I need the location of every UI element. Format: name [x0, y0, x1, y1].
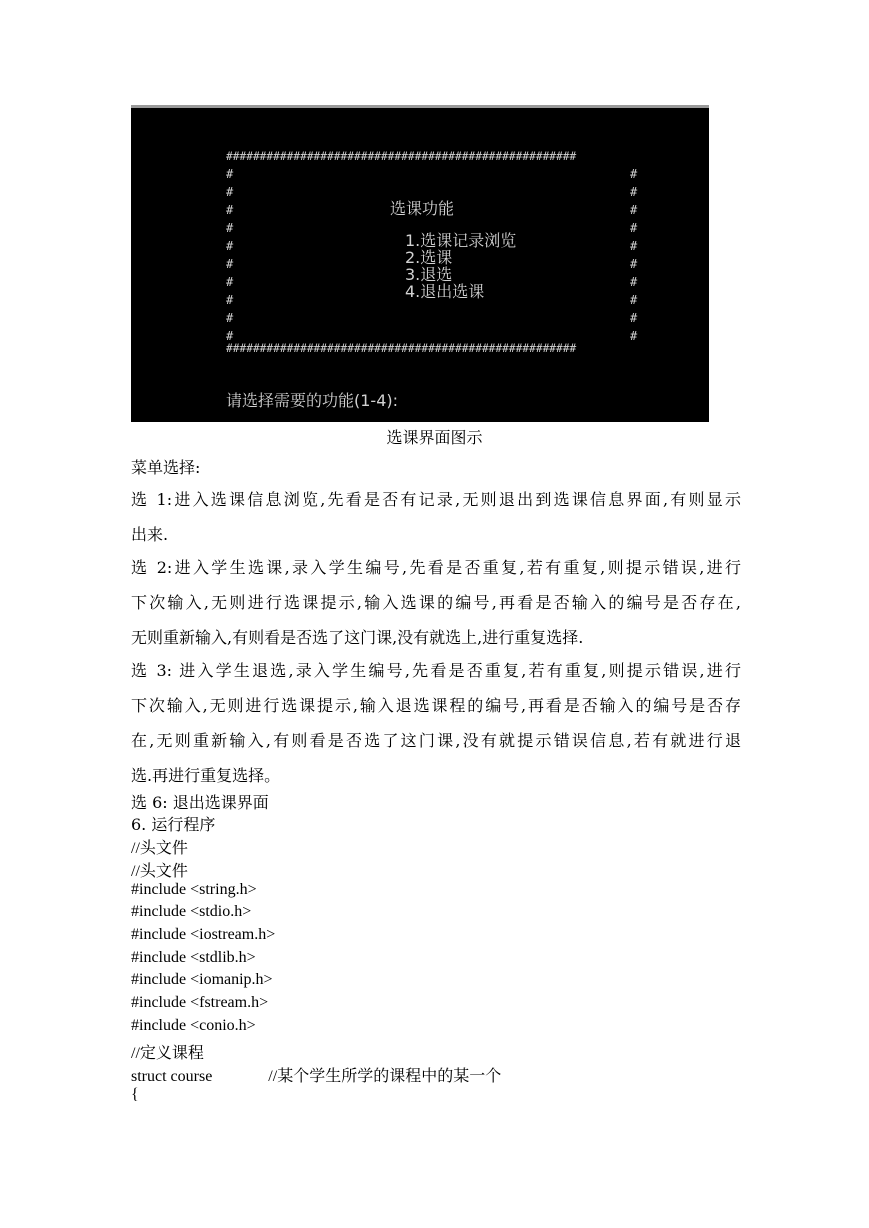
border-left-4: # [226, 221, 234, 235]
menu-item-4: 4.退出选课 [405, 282, 485, 301]
code-line-10: //定义课程 [131, 1045, 204, 1062]
border-right-8: # [630, 293, 638, 307]
menu-heading: 菜单选择: [131, 458, 201, 477]
border-right-3: # [630, 203, 638, 217]
option-2-line-1: 选 2:进入学生选课,录入学生编号,先看是否重复,若有重复,则提示错误,进行 [131, 558, 741, 577]
border-right-5: # [630, 239, 638, 253]
option-3-line-1: 选 3: 进入学生退选,录入学生编号,先看是否重复,若有重复,则提示错误,进行 [131, 661, 741, 680]
code-line-5: #include <iostream.h> [131, 926, 276, 943]
border-left-9: # [226, 311, 234, 325]
option-2-line-3: 无则重新输入,有则看是否选了这门课,没有就选上,进行重复选择. [131, 628, 584, 647]
border-left-6: # [226, 257, 234, 271]
border-right-9: # [630, 311, 638, 325]
border-bottom: #################################################### [226, 342, 577, 355]
border-left-8: # [226, 293, 234, 307]
border-right-6: # [630, 257, 638, 271]
option-3-line-2: 下次输入,无则进行选课提示,输入退选课程的编号,再看是否输入的编号是否存 [131, 696, 741, 715]
figure-caption: 选课界面图示 [386, 428, 483, 447]
border-top: #################################################### [226, 150, 577, 163]
option-1-line-2: 出来. [131, 525, 169, 544]
code-line-1: //头文件 [131, 840, 188, 857]
border-left-7: # [226, 275, 234, 289]
code-line-8: #include <fstream.h> [131, 994, 269, 1011]
option-2-line-2: 下次输入,无则进行选课提示,输入选课的编号,再看是否输入的编号是否存在, [131, 593, 741, 612]
menu-item-1: 1.选课记录浏览 [405, 231, 517, 250]
console-screenshot [131, 105, 709, 422]
border-left-2: # [226, 185, 234, 199]
border-right-7: # [630, 275, 638, 289]
menu-title: 选课功能 [390, 199, 455, 218]
option-6-line: 选 6: 退出选课界面 [131, 793, 269, 812]
border-right-10: # [630, 329, 638, 343]
menu-item-3: 3.退选 [405, 265, 453, 284]
border-left-1: # [226, 167, 234, 181]
code-line-4: #include <stdio.h> [131, 903, 252, 920]
border-left-5: # [226, 239, 234, 253]
border-right-1: # [630, 167, 638, 181]
border-right-4: # [630, 221, 638, 235]
border-right-2: # [630, 185, 638, 199]
code-line-3: #include <string.h> [131, 881, 257, 898]
menu-item-2: 2.选课 [405, 248, 453, 267]
option-3-line-4: 选.再进行重复选择。 [131, 766, 281, 785]
code-line-12: { [131, 1086, 139, 1103]
console-prompt: 请选择需要的功能(1-4): [226, 391, 399, 410]
border-left-3: # [226, 203, 234, 217]
code-line-11: struct course //某个学生所学的课程中的某一个 [131, 1068, 502, 1085]
code-line-6: #include <stdlib.h> [131, 949, 256, 966]
code-line-9: #include <conio.h> [131, 1017, 256, 1034]
code-line-7: #include <iomanip.h> [131, 971, 273, 988]
option-3-line-3: 在,无则重新输入,有则看是否选了这门课,没有就提示错误信息,若有就进行退 [131, 731, 741, 750]
border-left-10: # [226, 329, 234, 343]
code-line-2: //头文件 [131, 863, 188, 880]
option-1-line-1: 选 1:进入选课信息浏览,先看是否有记录,无则退出到选课信息界面,有则显示 [131, 490, 741, 509]
section-heading: 6. 运行程序 [131, 815, 216, 834]
